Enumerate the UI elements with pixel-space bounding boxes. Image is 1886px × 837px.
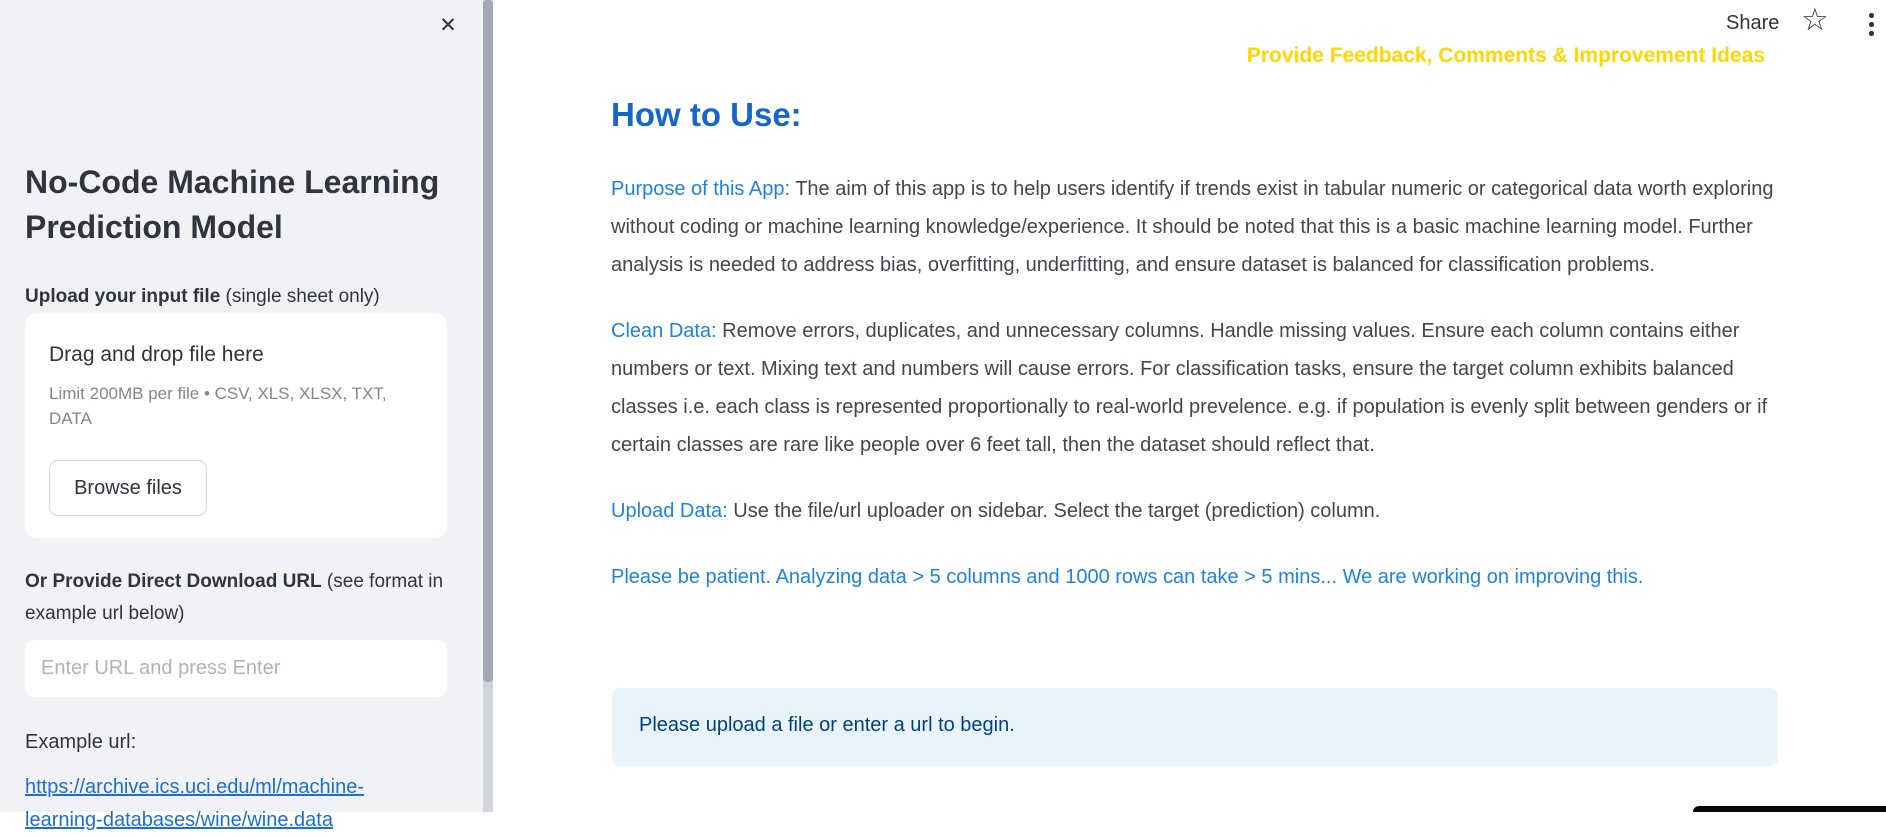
paragraph-clean-data-lead: Clean Data: <box>611 320 717 342</box>
bottom-overlay-bar <box>1693 806 1886 812</box>
paragraph-clean-data <box>611 312 1775 464</box>
example-url-label: Example url: <box>25 731 137 753</box>
paragraph-clean-data-text: Remove errors, duplicates, and unnecessary columns. Handle missing values. Ensure each column contains either numbers or text. Mixing text and numbers will cause errors. For classification tasks, ensure the target column exhibits balanced classes i.e. each class is represented proportionally to real-world prevelence. e.g. if population is evenly split between genders or if certain classes are rare like people over 6 feet tall, then the dataset should reflect that. <box>611 320 1768 456</box>
dropzone-limit-text: Limit 200MB per file • CSV, XLS, XLSX, TXT, DATA <box>49 384 387 428</box>
info-alert-text: Please upload a file or enter a url to begin. <box>639 714 1015 736</box>
close-sidebar-icon[interactable]: ✕ <box>439 13 457 37</box>
browse-files-button[interactable]: Browse files <box>49 460 207 516</box>
url-input[interactable] <box>25 640 447 697</box>
paragraph-purpose-text: The aim of this app is to help users identify if trends exist in tabular numeric or categorical data worth exploring without coding or machine learning knowledge/experience. It should be noted that this is a basic machine learning model. Further analysis is needed to address bias, overfitting, underfitting, and ensure dataset is balanced for classification problems. <box>611 178 1774 276</box>
download-url-label <box>25 566 449 630</box>
paragraph-upload-data-text: Use the file/url uploader on sidebar. Select the target (prediction) column. <box>727 500 1381 522</box>
feedback-link[interactable]: Provide Feedback, Comments & Improvement Ideas <box>1246 44 1765 67</box>
example-url-link[interactable]: https://archive.ics.uci.edu/ml/machine-learning-databases/wine/wine.data <box>25 776 365 831</box>
upload-file-label <box>25 281 449 313</box>
upload-file-label-bold: Upload your input file <box>25 286 221 307</box>
paragraph-purpose <box>611 170 1775 284</box>
paragraph-patience-note: Please be patient. Analyzing data > 5 columns and 1000 rows can take > 5 mins... We are working on improving this. <box>611 566 1644 588</box>
dropzone-instruction: Drag and drop file here <box>49 343 264 366</box>
instructions <box>611 170 1775 624</box>
info-alert <box>612 688 1778 766</box>
paragraph-purpose-lead: Purpose of this App: <box>611 178 791 200</box>
star-icon[interactable]: ☆ <box>1801 2 1829 37</box>
download-url-label-bold: Or Provide Direct Download URL <box>25 571 322 592</box>
sidebar-title: No-Code Machine Learning Prediction Model <box>25 164 440 245</box>
sidebar <box>0 0 483 831</box>
upload-file-label-rest: (single sheet only) <box>220 286 380 307</box>
overflow-menu-icon[interactable] <box>1869 13 1875 40</box>
share-button[interactable]: Share <box>1726 12 1780 34</box>
download-url-label-rest: (see format in example url below) <box>25 571 444 624</box>
paragraph-upload-data-lead: Upload Data: <box>611 500 728 522</box>
main-content <box>493 0 1886 812</box>
paragraph-upload-data <box>611 492 1775 530</box>
how-to-use-heading: How to Use: <box>611 96 802 133</box>
sidebar-scrollbar-thumb[interactable] <box>483 0 493 682</box>
file-dropzone[interactable] <box>25 313 447 538</box>
